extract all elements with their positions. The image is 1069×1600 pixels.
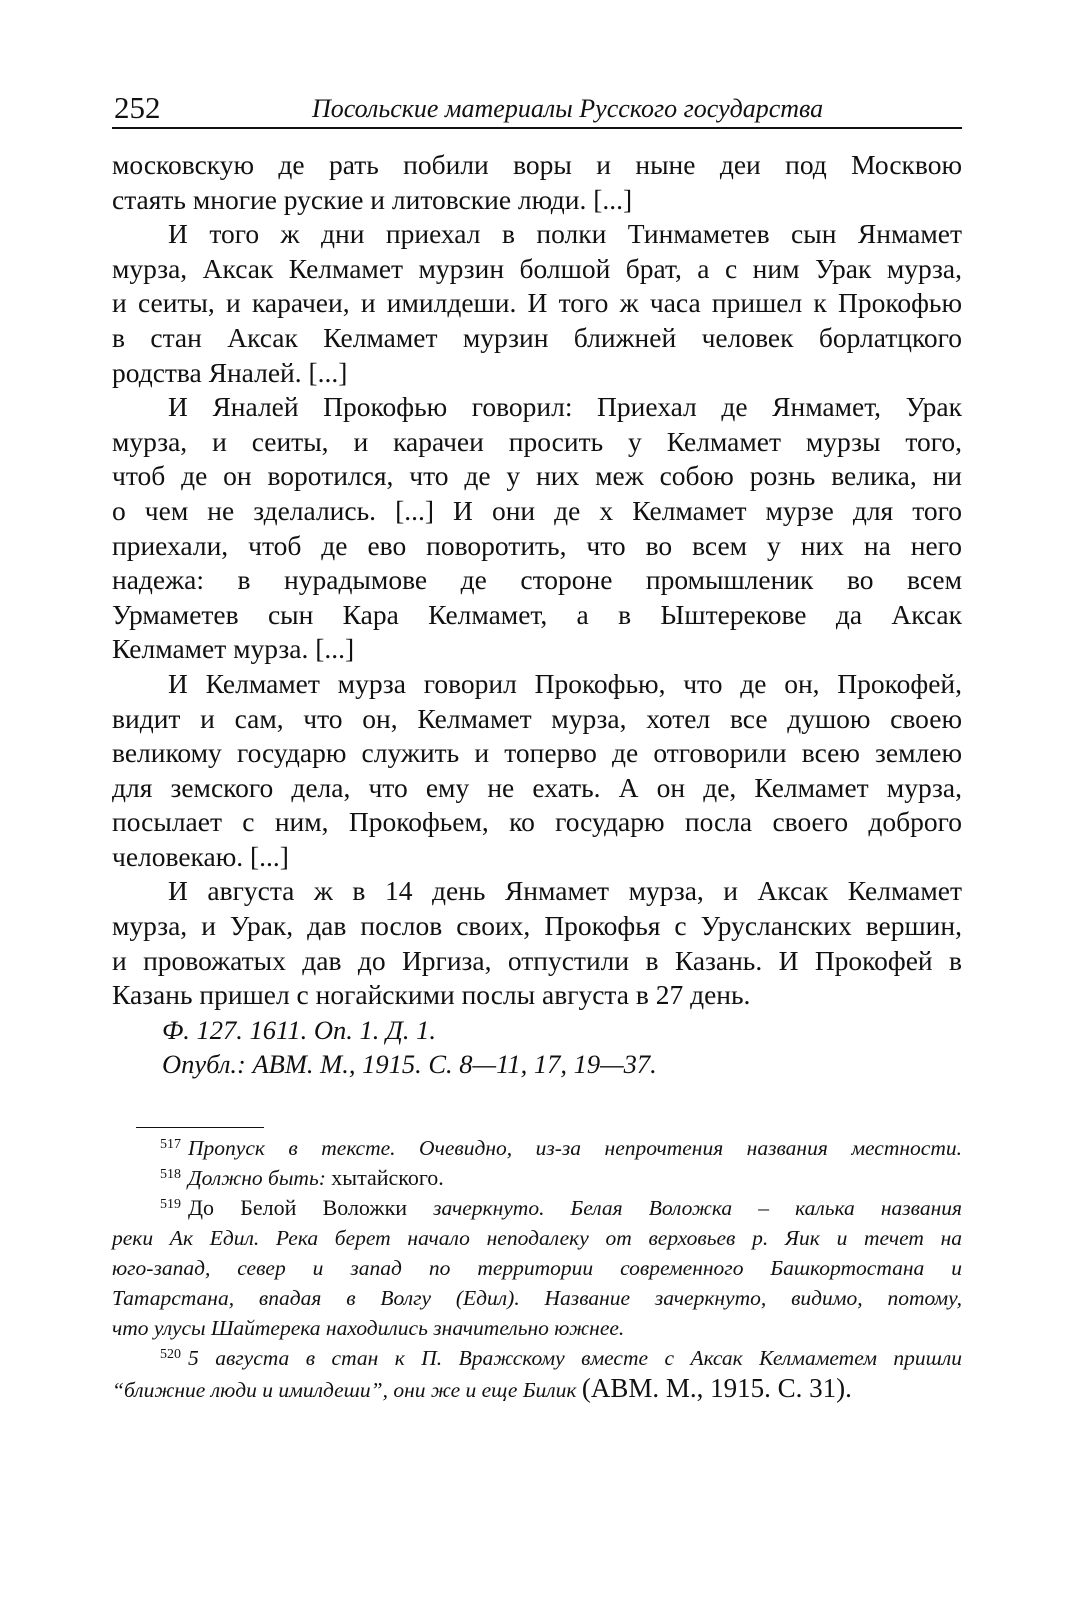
- text-line: мурза, и сеиты, и карачеи просить у Келмамет мурзы того,: [112, 425, 962, 457]
- footnote-text: Пропуск в тексте. Очевидно, из-за непрочтения названия местности.: [188, 1136, 962, 1160]
- text-line: и сеиты, и карачеи, и имилдеши. И того ж часа пришел к Прокофью: [112, 287, 962, 319]
- footnote-line: что улусы Шайтерека находились значительно южнее.: [112, 1316, 625, 1340]
- footnote-number: 519: [160, 1197, 181, 1212]
- page-header: [112, 84, 962, 128]
- text-line: чтоб де он воротился, что де у них меж собою рознь велика, ни: [112, 460, 962, 492]
- running-title: Посольские материалы Русского государства: [312, 94, 824, 123]
- header-rule: [112, 127, 962, 129]
- text-line: приехали, чтоб де ево поворотить, что во всем у них на него: [112, 529, 962, 561]
- text-line: для земского дела, что ему не ехать. А он де, Келмамет мурза,: [112, 771, 962, 803]
- text-line: надежа: в нурадымове де стороне промышленик во всем: [112, 564, 962, 596]
- footnote-text: зачеркнуто. Белая Воложка – калька названия: [433, 1196, 963, 1220]
- footnote-number: 517: [160, 1137, 181, 1152]
- main-text: [112, 148, 962, 1082]
- footnote-line: [112, 1373, 962, 1403]
- text-line: родства Яналей. [...]: [112, 356, 348, 388]
- text-line: стаять многие руские и литовские люди. [...]: [112, 183, 633, 215]
- text-line: мурза, и Урак, дав послов своих, Прокофья с Урусланских вершин,: [112, 910, 962, 942]
- footnote-520: [112, 1343, 962, 1373]
- text-line: великому государю служить и топерво де отговорили всею землею: [112, 737, 962, 769]
- text-line: И того ж дни приехал в полки Тинмаметев сын Янмамет: [168, 218, 962, 250]
- text-line: о чем не зделались. [...] И они де х Келмамет мурзе для того: [112, 494, 962, 526]
- text-line: Урмаметев сын Кара Келмамет, а в Ыштерекове да Аксак: [112, 598, 962, 630]
- text-line: видит и сам, что он, Келмамет мурза, хотел все душою своею: [112, 702, 962, 734]
- footnote-line: реки Ак Едил. Река берет начало неподалеку от верховьев р. Яик и течет на: [112, 1226, 962, 1250]
- footnote-518: [112, 1163, 962, 1193]
- publication-reference: Опубл.: АВМ. М., 1915. С. 8—11, 17, 19—37.: [162, 1049, 657, 1080]
- archive-source-reference: Ф. 127. 1611. Оп. 1. Д. 1.: [162, 1014, 436, 1045]
- footnote-517: [112, 1133, 962, 1163]
- footnote-number: 518: [160, 1167, 181, 1182]
- footnote-519: [112, 1193, 962, 1223]
- text-line: московскую де рать побили воры и ныне деи под Москвою: [112, 149, 962, 180]
- text-line: посылает с ним, Прокофьем, ко государю посла своего доброго: [112, 806, 962, 838]
- footnote-line: Татарстана, впадая в Волгу (Едил). Название зачеркнуто, видимо, потому,: [112, 1286, 962, 1310]
- footnotes: [112, 1133, 962, 1403]
- footnote-line: юго-запад, север и запад по территории современного Башкортостана и: [112, 1256, 962, 1280]
- text-line: И Келмамет мурза говорил Прокофью, что де он, Прокофей,: [168, 667, 962, 699]
- footnote-text: 5 августа в стан к П. Вражскому вместе с Аксак Келмаметем пришли: [188, 1346, 962, 1370]
- text-line: и провожатых дав до Иргиза, отпустили в Казань. И Прокофей в: [112, 944, 962, 976]
- footnote-text: “ближние люди и имилдеши”, они же и еще Билик: [112, 1378, 577, 1402]
- footnote-word: хытайского.: [331, 1165, 444, 1190]
- text-line: И августа ж в 14 день Янмамет мурза, и Аксак Келмамет: [168, 875, 962, 907]
- text-line: мурза, Аксак Келмамет мурзин болшой брат, а с ним Урак мурза,: [112, 252, 962, 284]
- text-line: в стан Аксак Келмамет мурзин ближней человек борлатцкого: [112, 321, 962, 353]
- footnote-number: 520: [160, 1347, 181, 1362]
- text-line: И Яналей Прокофью говорил: Приехал де Янмамет, Урак: [168, 391, 962, 423]
- footnote-separator: [136, 1127, 264, 1128]
- text-line: Казань пришел с ногайскими послы августа в 27 день.: [112, 979, 751, 1011]
- footnote-upright-text: До Белой Воложки: [188, 1195, 408, 1220]
- page-number: 252: [114, 90, 161, 125]
- footnote-label: Должно быть:: [188, 1166, 326, 1190]
- footnote-citation: (АВМ. М., 1915. С. 31).: [581, 1373, 852, 1403]
- text-line: Келмамет мурза. [...]: [112, 633, 355, 665]
- text-line: человекаю. [...]: [112, 840, 289, 872]
